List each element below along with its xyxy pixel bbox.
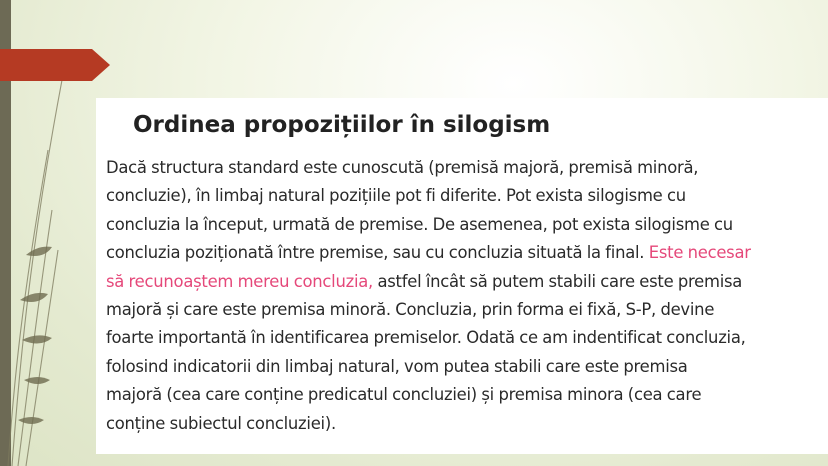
body-line: Dacă structura standard este cunoscută (premisă majoră, premisă minoră,	[106, 158, 699, 177]
body-line: concluzia la început, urmată de premise. De asemenea, pot exista silogisme cu	[106, 214, 733, 234]
body-line-text: concluzia poziționată între premise, sau cu concluzia situată la final.	[106, 243, 645, 263]
title-accent-tab	[0, 49, 110, 81]
body-line	[106, 268, 824, 296]
body-line: majoră și care este premisa minoră. Concluzia, prin forma ei fixă, S-P, devine	[106, 300, 715, 320]
slide-title: Ordinea propozițiilor în silogism	[133, 112, 551, 138]
body-line: folosind indicatorii din limbaj natural, vom putea stabili care este premisa	[106, 356, 688, 376]
highlighted-text: să recunoaștem mereu concluzia,	[106, 271, 373, 291]
body-line: conține subiectul concluziei).	[106, 413, 336, 433]
body-line	[106, 239, 824, 267]
body-line-text: astfel încât să putem stabili care este premisa	[377, 271, 743, 291]
body-line: foarte importantă în identificarea premiselor. Odată ce am indentificat concluzia,	[106, 328, 746, 348]
highlighted-text: Este necesar	[648, 243, 751, 263]
slide-body-text	[106, 154, 824, 438]
body-line: majoră (cea care conține predicatul concluziei) și premisa minora (cea care	[106, 385, 702, 405]
body-line: concluzie), în limbaj natural pozițiile pot fi diferite. Pot exista silogisme cu	[106, 186, 686, 206]
